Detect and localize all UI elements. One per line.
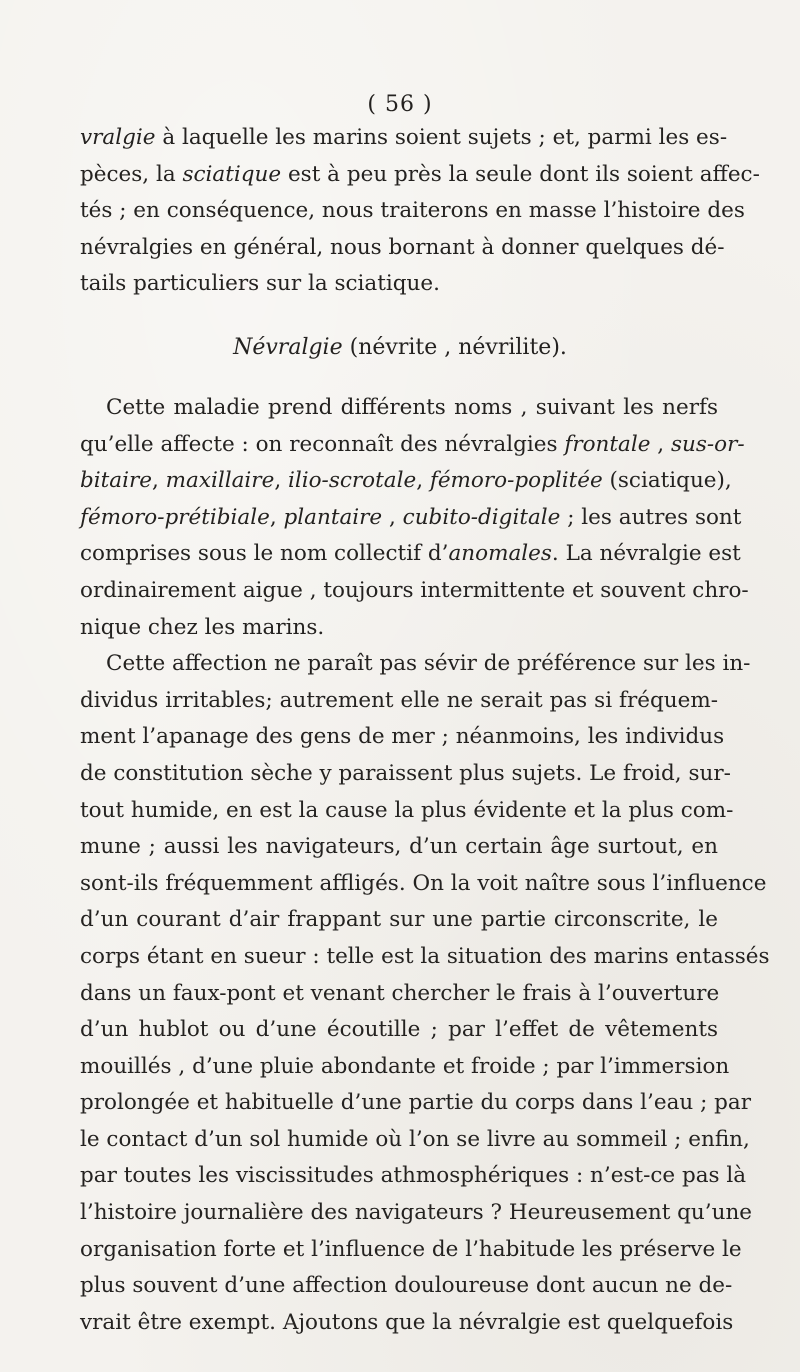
italic-term: bitaire xyxy=(80,468,152,494)
text-line: tout humide, en est la cause la plus évidente et la plus com- xyxy=(80,797,734,823)
text-line: de constitution sèche y paraissent plus sujets. Le froid, sur- xyxy=(80,760,731,786)
heading-synonyms: (névrite , névrilite). xyxy=(342,335,567,360)
text-line: fémoro-prétibiale, plantaire , cubito-digitale ; les autres sont xyxy=(80,504,742,530)
text-line: dans un faux-pont et venant chercher le frais à l’ouverture xyxy=(80,980,720,1006)
paragraph-body xyxy=(80,390,770,1341)
text-line: tés ; en conséquence, nous traiterons en masse l’histoire des xyxy=(80,198,745,224)
italic-term: frontale xyxy=(564,431,651,457)
text-line: bitaire, maxillaire, ilio-scrotale, fémoro-poplitée (sciatique), xyxy=(80,468,732,494)
text-line: pèces, la sciatique est à peu près la seule dont ils soient affec- xyxy=(80,161,760,187)
text-line: mune ; aussi les navigateurs, d’un certain âge surtout, en xyxy=(80,834,718,860)
text-line: d’un hublot ou d’une écoutille ; par l’effet de vêtements xyxy=(80,1017,718,1043)
heading-term: Névralgie xyxy=(233,335,343,360)
text-line: Cette affection ne paraît pas sévir de préférence sur les in- xyxy=(106,651,751,677)
text-line: vralgie à laquelle les marins soient sujets ; et, parmi les es- xyxy=(80,125,728,150)
text-line: ment l’apanage des gens de mer ; néanmoins, les individus xyxy=(80,724,725,750)
italic-term: ilio-scrotale xyxy=(287,468,417,494)
italic-term: anomales xyxy=(448,541,552,567)
italic-term: fémoro-prétibiale xyxy=(80,504,270,530)
italic-term: cubito-digitale xyxy=(402,504,561,530)
text-line: qu’elle affecte : on reconnaît des névralgies frontale , sus-or- xyxy=(80,431,745,457)
italic-term: maxillaire xyxy=(165,468,275,494)
section-heading xyxy=(0,330,800,366)
text-line: vrait être exempt. Ajoutons que la névralgie est quelquefois xyxy=(80,1309,734,1335)
text-line: le contact d’un sol humide où l’on se livre au sommeil ; enfin, xyxy=(80,1126,750,1152)
italic-term: fémoro-poplitée xyxy=(429,468,603,494)
text-line: tails particuliers sur la sciatique. xyxy=(80,271,440,297)
text-line: prolongée et habituelle d’une partie du corps dans l’eau ; par xyxy=(80,1090,752,1116)
text-line: organisation forte et l’influence de l’habitude les préserve le xyxy=(80,1236,742,1262)
text-line: sont-ils fréquemment affligés. On la voit naître sous l’influence xyxy=(80,870,767,896)
text-line: névralgies en général, nous bornant à donner quelques dé- xyxy=(80,234,725,260)
text-line: par toutes les viscissitudes athmosphériques : n’est-ce pas là xyxy=(80,1163,747,1189)
text-line: corps étant en sueur : telle est la situation des marins entassés xyxy=(80,943,770,969)
text-line: plus souvent d’une affection douloureuse dont aucun ne de- xyxy=(80,1273,733,1299)
italic-term: vralgie xyxy=(80,125,156,150)
text-line: d’un courant d’air frappant sur une partie circonscrite, le xyxy=(80,907,718,933)
text-line: l’histoire journalière des navigateurs ? Heureusement qu’une xyxy=(80,1200,753,1226)
text-line: mouillés , d’une pluie abondante et froide ; par l’immersion xyxy=(80,1053,730,1079)
text-line: Cette maladie prend différents noms , suivant les nerfs xyxy=(106,395,718,420)
italic-term: plantaire xyxy=(283,504,383,530)
text-line: ordinairement aigue , toujours intermittente et souvent chro- xyxy=(80,577,749,603)
text-line: nique chez les marins. xyxy=(80,614,325,640)
text-line: comprises sous le nom collectif d’anomales. La névralgie est xyxy=(80,541,741,567)
italic-term: sus-or- xyxy=(670,431,745,457)
paragraph-intro xyxy=(80,120,760,303)
page-number: ( 56 ) xyxy=(367,92,433,117)
italic-term: sciatique xyxy=(182,161,282,187)
text-line: dividus irritables; autrement elle ne serait pas si fréquem- xyxy=(80,687,718,713)
